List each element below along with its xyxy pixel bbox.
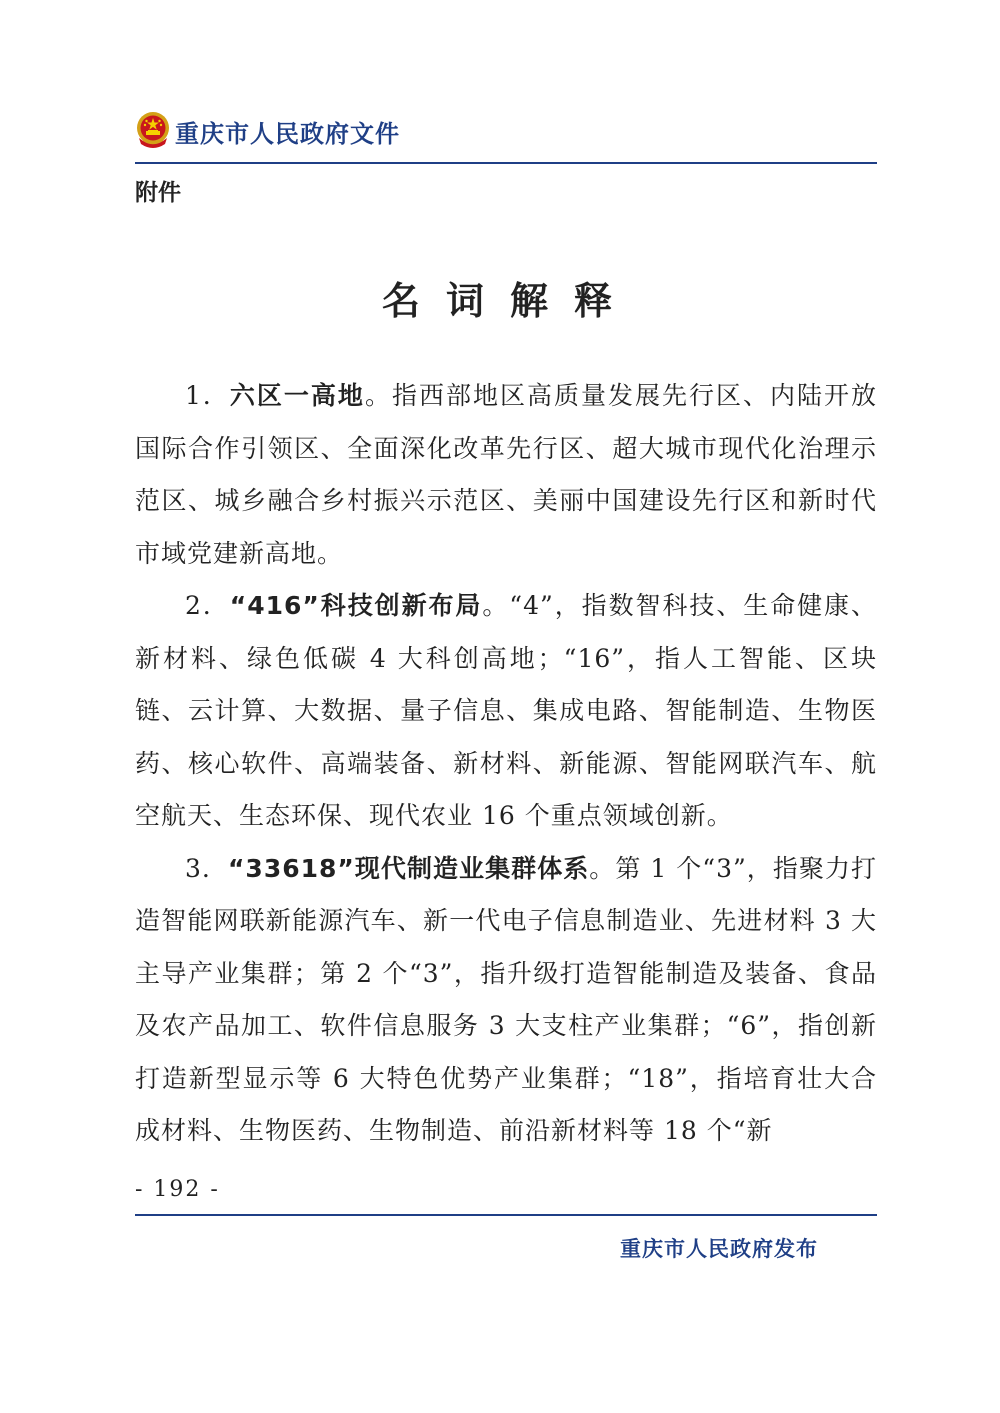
document-header <box>135 108 877 160</box>
document-body <box>135 370 877 1158</box>
item-number: 3． <box>185 853 228 883</box>
header-title: 重庆市人民政府文件 <box>175 120 400 148</box>
item-text: 。指西部地区高质量发展先行区、内陆开放国际合作引领区、全面深化改革先行区、超大城市现代化治理示范区、城乡融合乡村振兴示范区、美丽中国建设先行区和新时代市域党建新高地。 <box>135 381 877 568</box>
item-number: 2． <box>185 591 230 620</box>
attachment-label: 附件 <box>135 180 181 206</box>
document-title: 名词解释 <box>381 278 638 323</box>
item-term: “416”科技创新布局 <box>229 591 483 620</box>
term-item <box>135 580 877 843</box>
item-term: “33618”现代制造业集群体系 <box>228 853 590 883</box>
item-text: 。“4”，指数智科技、生命健康、新材料、绿色低碳 4 大科创高地；“16”，指人工智能、区块链、云计算、大数据、量子信息、集成电路、智能制造、生物医药、核心软件、高端装备、新材料、新能源、智能网联汽车、航空航天、生态环保、现代农业 16 个重点领域创新。 <box>135 591 877 830</box>
term-item <box>135 370 877 580</box>
item-term: 六区一高地 <box>229 381 365 410</box>
footer-divider <box>135 1214 877 1216</box>
page-number: - 192 - <box>135 1177 220 1202</box>
national-emblem-icon <box>135 110 171 150</box>
item-text: 。第 1 个“3”，指聚力打造智能网联新能源汽车、新一代电子信息制造业、先进材料 3 大主导产业集群；第 2 个“3”，指升级打造智能制造及装备、食品及农产品加工、软件信息服务 3 大支柱产业集群；“6”，指创新打造新型显示等 6 大特色优势产业集群；“18”，指培育壮大合成材料、生物医药、生物制造、前沿新材料等 18 个“新 <box>135 853 877 1145</box>
header-divider <box>135 162 877 164</box>
item-number: 1． <box>185 381 230 410</box>
term-item <box>135 843 877 1158</box>
footer-publisher: 重庆市人民政府发布 <box>620 1237 818 1261</box>
